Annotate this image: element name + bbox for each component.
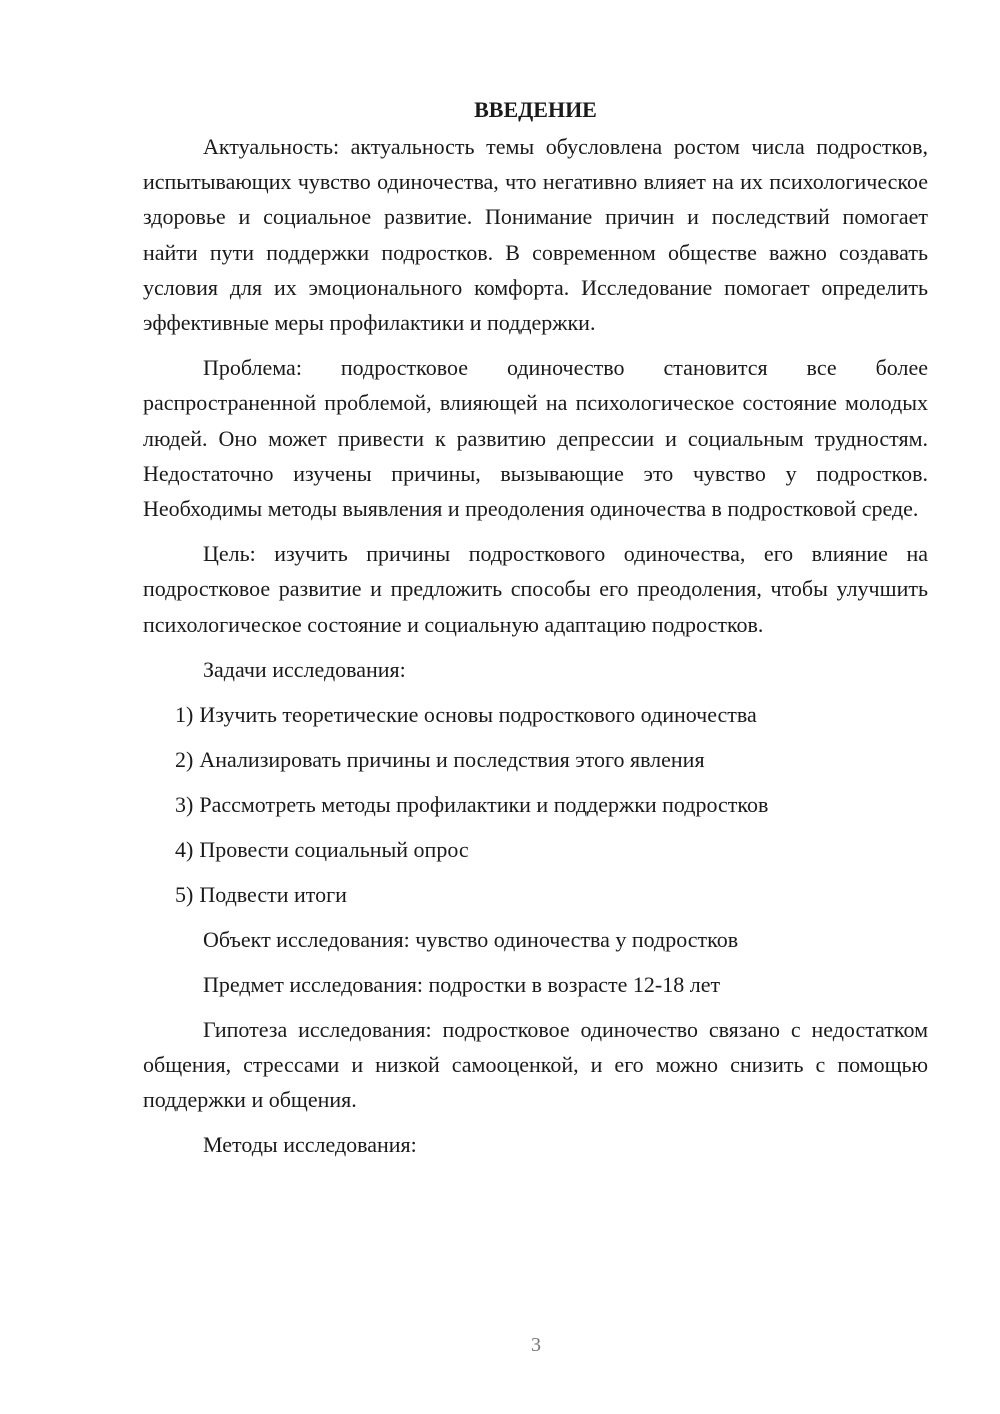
list-item — [143, 697, 928, 732]
paragraph-relevance: Актуальность: актуальность темы обусловлена ростом числа подростков, испытывающих чувство одиночества, что негативно влияет на их психологическое здоровье и социальное развитие. Понимание причин и последствий помогает найти пути поддержки подростков. В современном обществе важно создавать условия для их эмоционального комфорта. Исследование помогает определить эффективные меры профилактики и поддержки. — [143, 134, 928, 336]
list-item — [143, 742, 928, 777]
page-content — [143, 92, 928, 1172]
paragraph-problem: Проблема: подростковое одиночество становится все более распространенной проблемой, влияющей на психологическое состояние молодых людей. Оно может привести к развитию депрессии и социальным трудностям. Недостаточно изучены причины, вызывающие это чувство у подростков. Необходимы методы выявления и преодоления одиночества в подростковой среде. — [143, 355, 928, 522]
list-item-text: Рассмотреть методы профилактики и поддержки подростков — [199, 791, 769, 817]
list-item-text: Анализировать причины и последствия этого явления — [199, 746, 705, 772]
list-item-number: 2) — [175, 746, 194, 772]
list-item-number: 3) — [175, 791, 194, 817]
research-subject: Предмет исследования: подростки в возрасте 12-18 лет — [203, 971, 721, 997]
list-item-number: 4) — [175, 836, 194, 862]
page-number: 3 — [531, 1334, 541, 1356]
page-title: ВВЕДЕНИЕ — [474, 97, 597, 122]
paragraph-hypothesis: Гипотеза исследования: подростковое одиночество связано с недостатком общения, стрессами и низкой самооценкой, и его можно снизить с помощью поддержки и общения. — [143, 1016, 928, 1113]
paragraph-goal: Цель: изучить причины подросткового одиночества, его влияние на подростковое развитие и предложить способы его преодоления, чтобы улучшить психологическое состояние и социальную адаптацию подростков. — [143, 541, 928, 637]
list-item — [143, 787, 928, 822]
list-item-text: Подвести итоги — [199, 881, 347, 907]
list-item-text: Провести социальный опрос — [199, 836, 469, 862]
list-item-text: Изучить теоретические основы подросткового одиночества — [199, 701, 757, 727]
list-item — [143, 832, 928, 867]
list-item — [143, 877, 928, 912]
list-item-number: 5) — [175, 881, 194, 907]
research-object: Объект исследования: чувство одиночества у подростков — [203, 926, 739, 952]
tasks-list — [143, 697, 928, 912]
list-item-number: 1) — [175, 701, 194, 727]
methods-heading: Методы исследования: — [203, 1132, 417, 1158]
tasks-heading: Задачи исследования: — [203, 656, 406, 682]
